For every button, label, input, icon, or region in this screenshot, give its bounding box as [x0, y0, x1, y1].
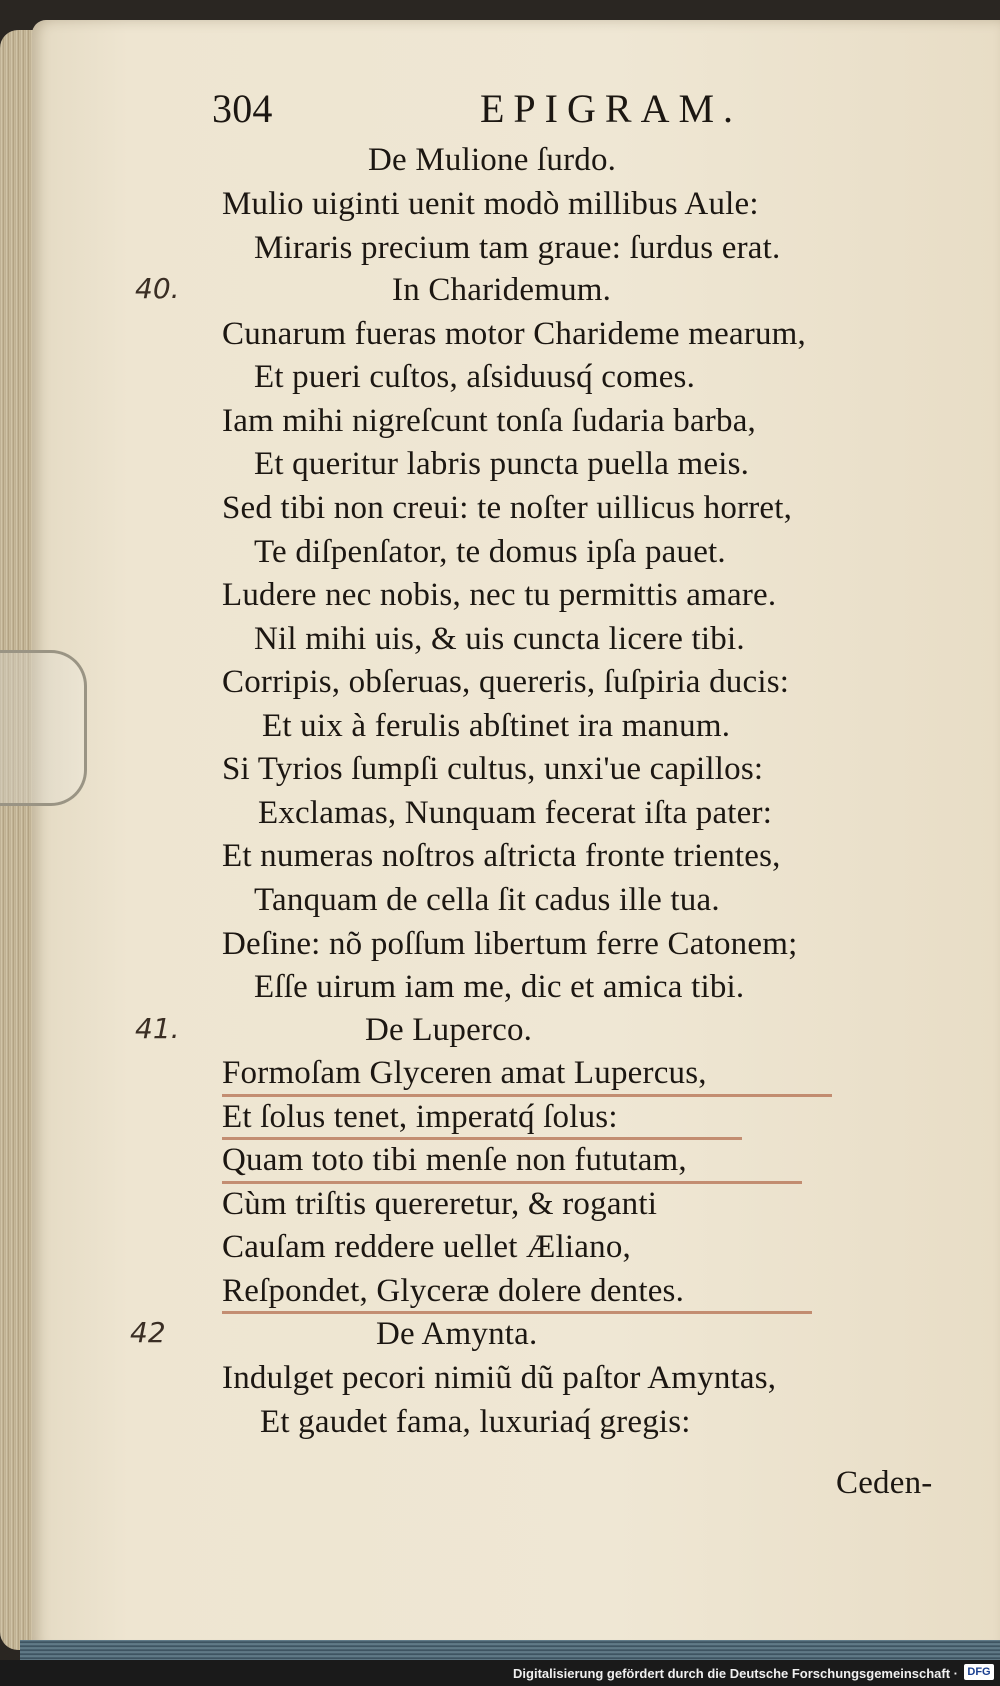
verse-line: Et gaudet fama, luxuriaq́ gregis: — [260, 1404, 691, 1440]
verse-line: Te diſpenſator, te domus ipſa pauet. — [254, 534, 726, 570]
running-head: EPIGRAM. — [480, 86, 743, 131]
verse-line: Exclamas, Nunquam fecerat iſta pater: — [258, 795, 773, 831]
verse-line: Sed tibi non creui: te noſter uillicus horret, — [222, 490, 793, 526]
verse-line: Formoſam Glyceren amat Lupercus, — [222, 1055, 707, 1091]
heading-de-amynta: De Amynta. — [376, 1316, 538, 1352]
verse-line: Mulio uiginti uenit modò millibus Aule: — [222, 186, 759, 222]
pencil-underline — [222, 1181, 802, 1184]
verse-line: Et ſolus tenet, imperatq́ ſolus: — [222, 1099, 618, 1135]
verse-line: Miraris precium tam graue: ſurdus erat. — [254, 230, 781, 266]
footer-credit: Digitalisierung gefördert durch die Deutsche Forschungsgemeinschaft · — [513, 1666, 958, 1681]
page-number: 304 — [212, 86, 273, 131]
margin-note-41: 41. — [135, 1012, 180, 1045]
dfg-logo-icon: DFG — [964, 1664, 994, 1680]
verse-line: Reſpondet, Glyceræ dolere dentes. — [222, 1273, 685, 1309]
page-bottom-edge — [20, 1640, 1000, 1660]
verse-line: Et queritur labris puncta puella meis. — [254, 446, 750, 482]
verse-line: Cùm triſtis quereretur, & roganti — [222, 1186, 658, 1222]
verse-line: Et uix à ferulis abſtinet ira manum. — [262, 708, 731, 744]
verse-line: Corripis, obſeruas, quereris, ſuſpiria ducis: — [222, 664, 790, 700]
verse-line: Deſine: nõ poſſum libertum ferre Catonem; — [222, 926, 798, 962]
verse-line: Cauſam reddere uellet Æliano, — [222, 1229, 631, 1265]
heading-de-luperco: De Luperco. — [365, 1012, 533, 1048]
verse-line: Nil mihi uis, & uis cuncta licere tibi. — [254, 621, 745, 657]
verse-line: Si Tyrios ſumpſi cultus, unxi'ue capillos: — [222, 751, 764, 787]
verse-line: Quam toto tibi menſe non fututam, — [222, 1142, 687, 1178]
pencil-underline — [222, 1137, 742, 1140]
heading-de-mulione: De Mulione ſurdo. — [368, 142, 617, 178]
digitization-footer — [0, 1660, 1000, 1686]
verse-line: Et numeras noſtros aſtricta fronte trientes, — [222, 838, 781, 874]
verse-line: Et pueri cuſtos, aſsiduusq́ comes. — [254, 359, 696, 395]
verse-line: Tanquam de cella ſit cadus ille tua. — [254, 882, 720, 918]
heading-in-charidemum: In Charidemum. — [392, 272, 612, 308]
catchword: Ceden- — [836, 1465, 933, 1501]
verse-line: Eſſe uirum iam me, dic et amica tibi. — [254, 969, 745, 1005]
margin-note-42: 42 — [130, 1316, 166, 1349]
pencil-underline — [222, 1094, 832, 1097]
verse-line: Cunarum fueras motor Charideme mearum, — [222, 316, 807, 352]
margin-note-40: 40. — [135, 272, 180, 305]
page-clip — [0, 650, 87, 806]
pencil-underline — [222, 1311, 812, 1314]
verse-line: Iam mihi nigreſcunt tonſa ſudaria barba, — [222, 403, 756, 439]
verse-line: Indulget pecori nimiũ dũ paſtor Amyntas, — [222, 1360, 777, 1396]
verse-line: Ludere nec nobis, nec tu permittis amare. — [222, 577, 777, 613]
